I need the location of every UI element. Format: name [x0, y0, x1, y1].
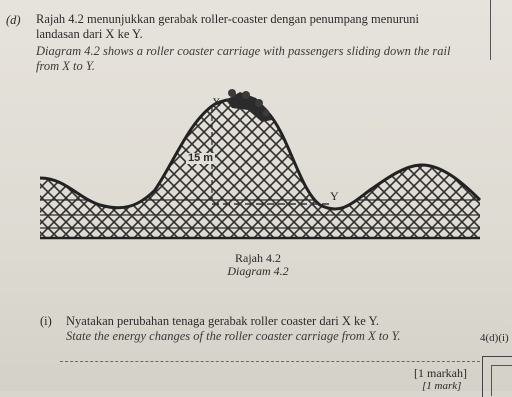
answer-line[interactable] [60, 361, 480, 362]
question-malay-line2: landasan dari X ke Y. [36, 27, 143, 41]
subquestion-label: (i) [40, 314, 52, 328]
point-y-label: Y [330, 189, 339, 203]
marks-inner-box [491, 365, 512, 396]
question-reference: 4(d)(i) [480, 332, 509, 344]
subquestion-malay: Nyatakan perubahan tenaga gerabak roller coaster dari X ke Y. [66, 314, 380, 328]
caption-english: Diagram 4.2 [227, 264, 289, 278]
point-x-label: X [212, 95, 221, 109]
caption-malay: Rajah 4.2 [235, 251, 281, 265]
question-malay-line1: Rajah 4.2 menunjukkan gerabak roller-coaster dengan penumpang menuruni [36, 12, 419, 26]
subquestion-english: State the energy changes of the roller coaster carriage from X to Y. [66, 329, 401, 343]
question-english-line1: Diagram 4.2 shows a roller coaster carriage with passengers sliding down the rail [36, 44, 451, 58]
question-english-line2: from X to Y. [36, 59, 95, 73]
marks-malay: [1 markah] [414, 366, 467, 380]
question-label: (d) [6, 13, 21, 27]
height-label: 15 m [188, 152, 214, 164]
marks-english: [1 mark] [422, 380, 462, 392]
